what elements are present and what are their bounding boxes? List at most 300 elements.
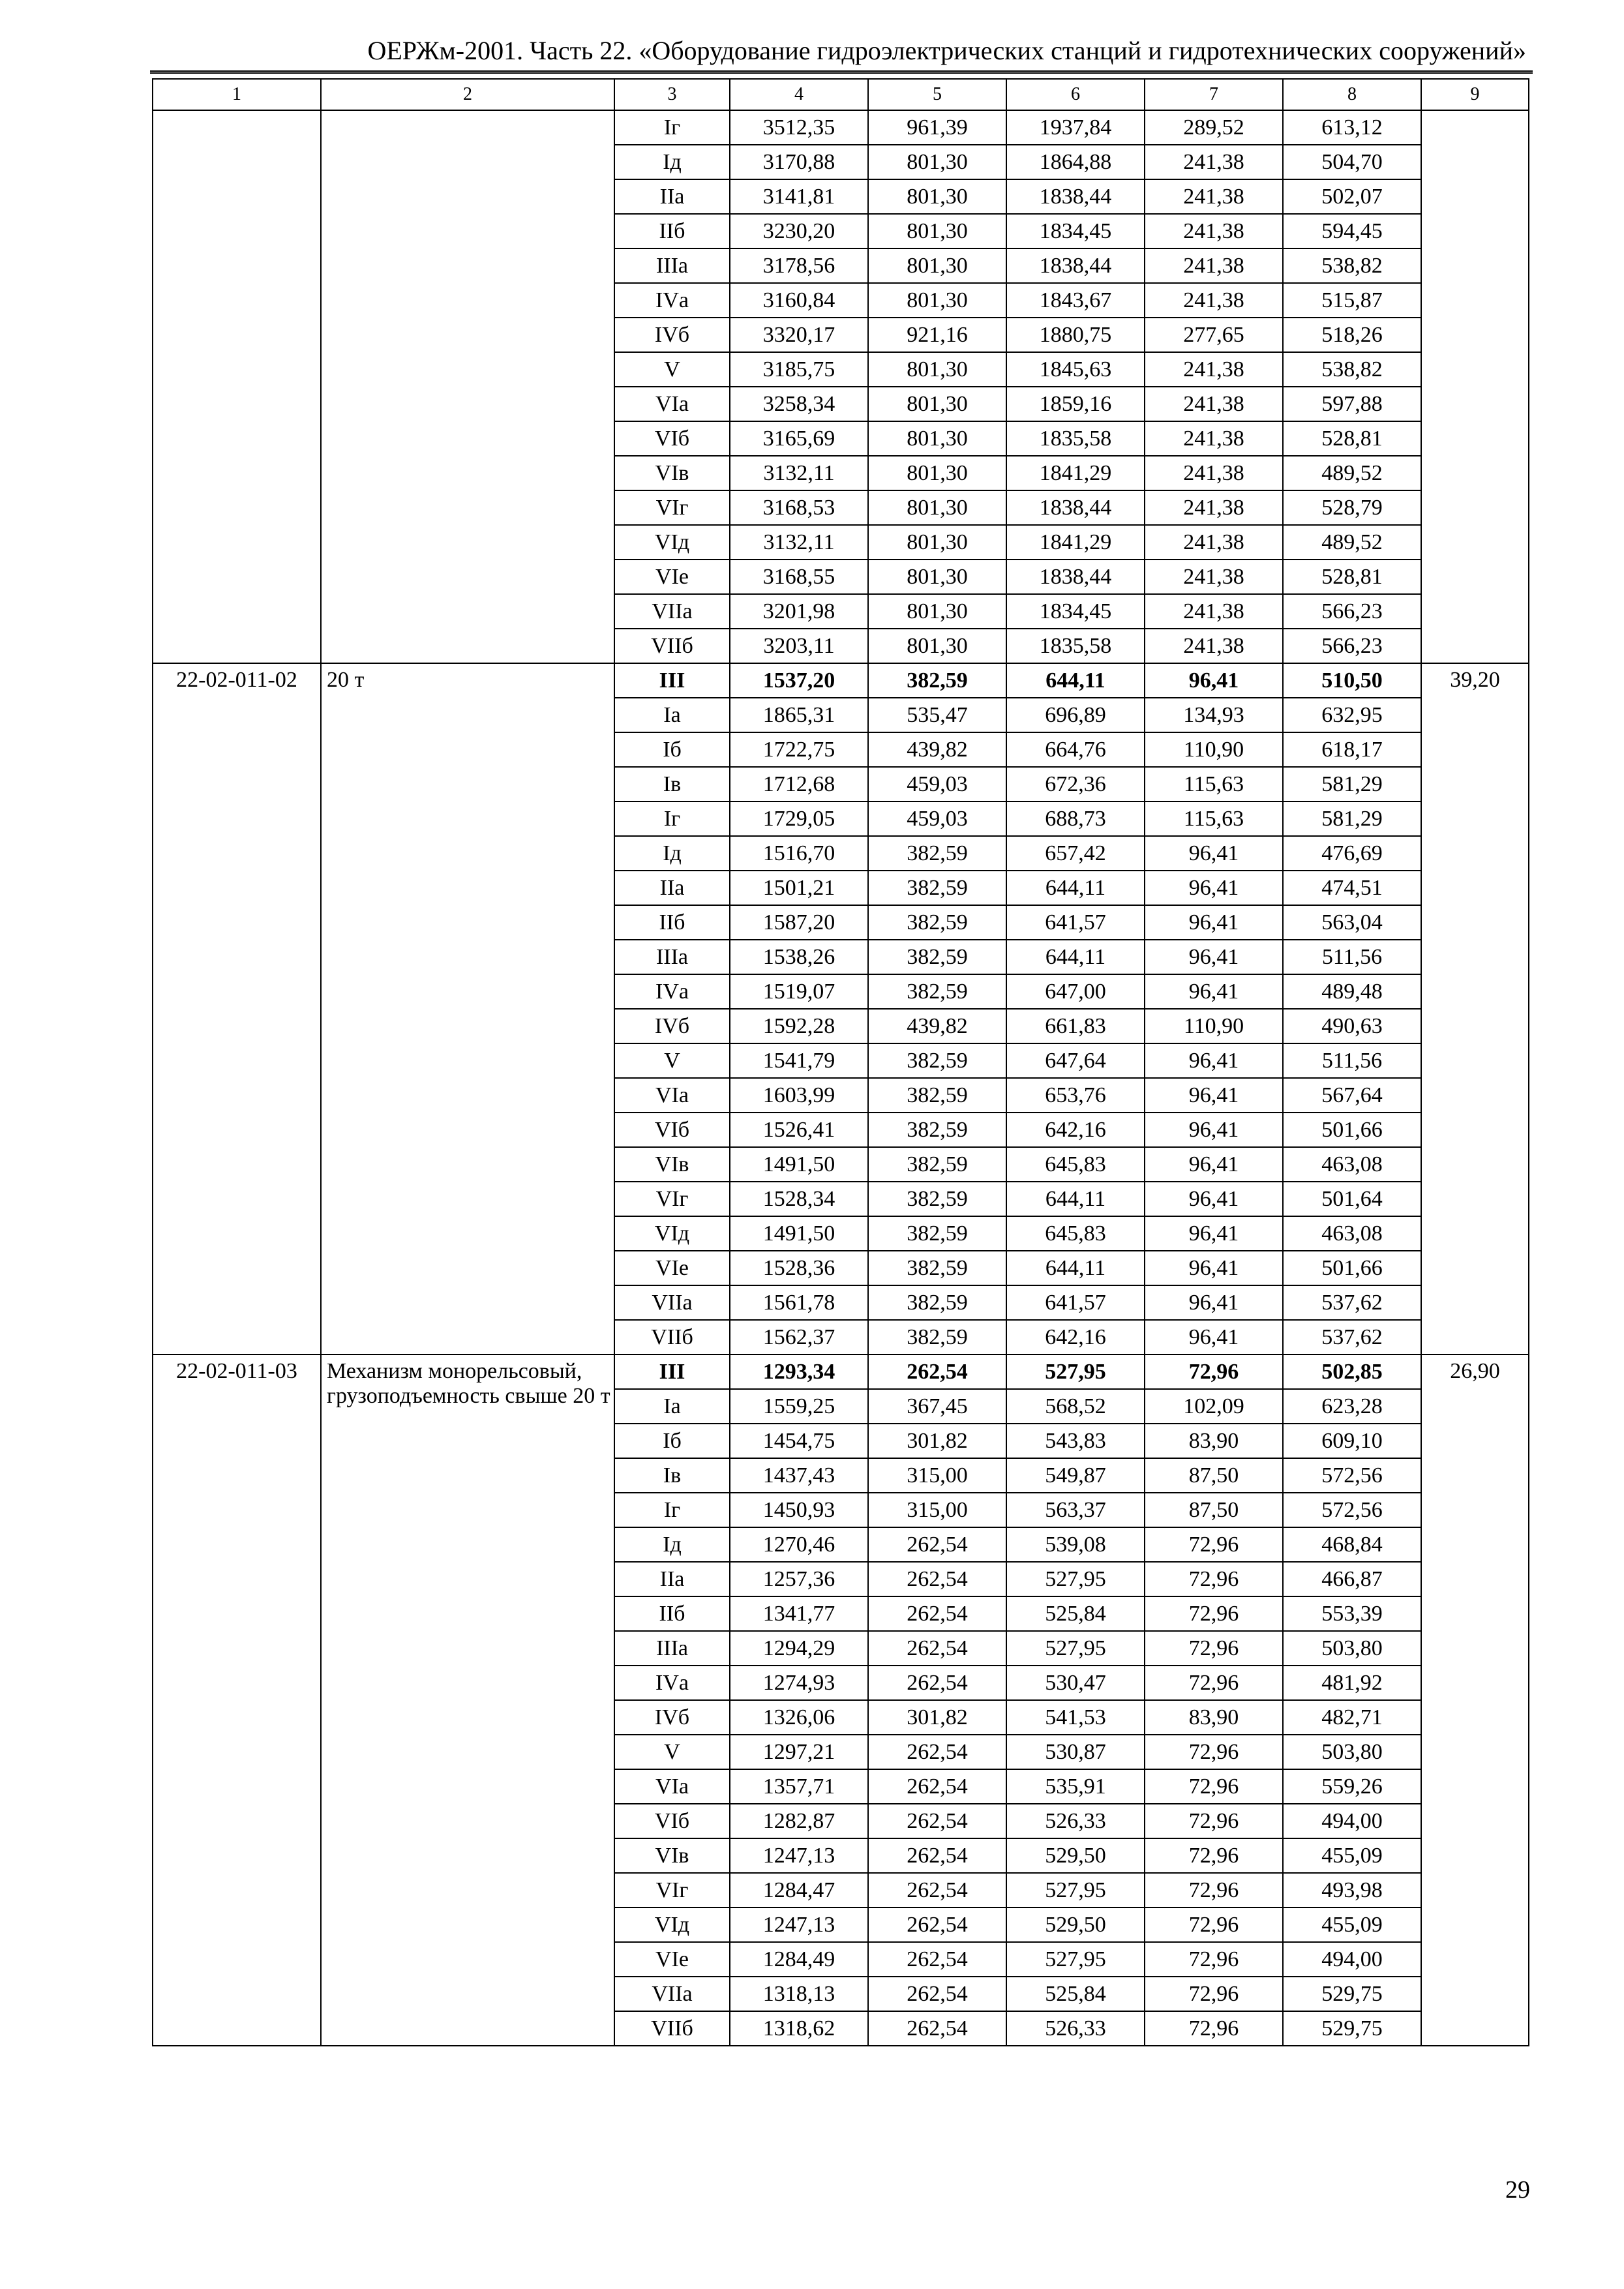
zone-cell: V	[614, 1735, 730, 1769]
value-cell: 1722,75	[730, 732, 868, 767]
value-cell: 277,65	[1145, 318, 1283, 352]
value-cell: 529,75	[1283, 2011, 1421, 2046]
value-cell: 1326,06	[730, 1700, 868, 1735]
value-cell: 382,59	[868, 1078, 1006, 1113]
value-cell: 262,54	[868, 1562, 1006, 1596]
value-cell: 474,51	[1283, 871, 1421, 905]
value-cell: 439,82	[868, 732, 1006, 767]
value-cell: 502,07	[1283, 179, 1421, 214]
value-cell: 262,54	[868, 1527, 1006, 1562]
page-number: 29	[1505, 2176, 1530, 2204]
zone-cell: VIIа	[614, 594, 730, 629]
value-cell: 241,38	[1145, 214, 1283, 248]
value-cell: 466,87	[1283, 1562, 1421, 1596]
value-cell: 526,33	[1006, 2011, 1145, 2046]
value-cell: 801,30	[868, 179, 1006, 214]
value-cell: 647,00	[1006, 974, 1145, 1009]
value-cell: 1247,13	[730, 1908, 868, 1942]
value-cell: 494,00	[1283, 1804, 1421, 1838]
value-cell: 96,41	[1145, 974, 1283, 1009]
zone-cell: Iа	[614, 698, 730, 732]
zone-cell: IIб	[614, 905, 730, 940]
value-cell: 72,96	[1145, 2011, 1283, 2046]
value-cell: 241,38	[1145, 283, 1283, 318]
value-cell: 1835,58	[1006, 421, 1145, 456]
column-number: 4	[730, 79, 868, 110]
value-cell: 672,36	[1006, 767, 1145, 801]
value-cell: 262,54	[868, 1735, 1006, 1769]
value-cell: 241,38	[1145, 352, 1283, 387]
zone-cell: Iб	[614, 1424, 730, 1458]
value-cell: 527,95	[1006, 1562, 1145, 1596]
row-code	[153, 110, 321, 663]
value-cell: 529,75	[1283, 1977, 1421, 2011]
value-cell: 535,91	[1006, 1769, 1145, 1804]
value-cell: 1282,87	[730, 1804, 868, 1838]
zone-cell: IVб	[614, 1009, 730, 1043]
value-cell: 535,47	[868, 698, 1006, 732]
value-cell: 3165,69	[730, 421, 868, 456]
zone-cell: VIIб	[614, 2011, 730, 2046]
zone-cell: III	[614, 663, 730, 698]
value-cell: 504,70	[1283, 145, 1421, 179]
value-cell: 72,96	[1145, 1942, 1283, 1977]
zone-cell: VIб	[614, 1113, 730, 1147]
value-cell: 72,96	[1145, 1562, 1283, 1596]
value-cell: 1284,47	[730, 1873, 868, 1908]
value-cell: 1838,44	[1006, 560, 1145, 594]
value-cell: 572,56	[1283, 1458, 1421, 1493]
zone-cell: IVа	[614, 283, 730, 318]
value-cell: 541,53	[1006, 1700, 1145, 1735]
value-cell: 3203,11	[730, 629, 868, 663]
page-header	[150, 34, 1533, 74]
value-cell: 515,87	[1283, 283, 1421, 318]
zone-cell: VIа	[614, 387, 730, 421]
col9-value: 39,20	[1421, 663, 1529, 1354]
zone-cell: VIв	[614, 1838, 730, 1873]
value-cell: 527,95	[1006, 1942, 1145, 1977]
value-cell: 3230,20	[730, 214, 868, 248]
value-cell: 645,83	[1006, 1216, 1145, 1251]
value-cell: 455,09	[1283, 1838, 1421, 1873]
row-name	[321, 110, 614, 663]
value-cell: 801,30	[868, 525, 1006, 560]
value-cell: 529,50	[1006, 1838, 1145, 1873]
value-cell: 961,39	[868, 110, 1006, 145]
value-cell: 1284,49	[730, 1942, 868, 1977]
value-cell: 115,63	[1145, 801, 1283, 836]
zone-cell: VIIа	[614, 1285, 730, 1320]
value-cell: 1257,36	[730, 1562, 868, 1596]
value-cell: 382,59	[868, 871, 1006, 905]
value-cell: 3258,34	[730, 387, 868, 421]
value-cell: 382,59	[868, 940, 1006, 974]
zone-cell: Iб	[614, 732, 730, 767]
value-cell: 96,41	[1145, 1251, 1283, 1285]
value-cell: 262,54	[868, 1666, 1006, 1700]
value-cell: 688,73	[1006, 801, 1145, 836]
value-cell: 510,50	[1283, 663, 1421, 698]
value-cell: 72,96	[1145, 1804, 1283, 1838]
value-cell: 72,96	[1145, 1596, 1283, 1631]
value-cell: 581,29	[1283, 801, 1421, 836]
value-cell: 482,71	[1283, 1700, 1421, 1735]
value-cell: 72,96	[1145, 1873, 1283, 1908]
value-cell: 262,54	[868, 1804, 1006, 1838]
value-cell: 134,93	[1145, 698, 1283, 732]
value-cell: 1841,29	[1006, 456, 1145, 490]
value-cell: 490,63	[1283, 1009, 1421, 1043]
value-cell: 489,52	[1283, 525, 1421, 560]
value-cell: 468,84	[1283, 1527, 1421, 1562]
value-cell: 537,62	[1283, 1320, 1421, 1354]
row-name: Механизм монорельсовый, грузоподъемность свыше 20 т	[321, 1354, 614, 2046]
value-cell: 1294,29	[730, 1631, 868, 1666]
value-cell: 96,41	[1145, 871, 1283, 905]
value-cell: 289,52	[1145, 110, 1283, 145]
zone-cell: IIб	[614, 214, 730, 248]
value-cell: 644,11	[1006, 663, 1145, 698]
value-cell: 525,84	[1006, 1977, 1145, 2011]
value-cell: 262,54	[868, 1769, 1006, 1804]
value-cell: 110,90	[1145, 1009, 1283, 1043]
zone-cell: IVа	[614, 974, 730, 1009]
zone-cell: VIIб	[614, 629, 730, 663]
value-cell: 530,47	[1006, 1666, 1145, 1700]
value-cell: 1712,68	[730, 767, 868, 801]
value-cell: 72,96	[1145, 1908, 1283, 1942]
value-cell: 1516,70	[730, 836, 868, 871]
value-cell: 618,17	[1283, 732, 1421, 767]
zone-cell: VIд	[614, 1908, 730, 1942]
value-cell: 96,41	[1145, 1147, 1283, 1182]
value-cell: 96,41	[1145, 905, 1283, 940]
zone-cell: VIIа	[614, 1977, 730, 2011]
row-code: 22-02-011-02	[153, 663, 321, 1354]
value-cell: 72,96	[1145, 1631, 1283, 1666]
value-cell: 110,90	[1145, 732, 1283, 767]
zone-cell: Iд	[614, 145, 730, 179]
value-cell: 72,96	[1145, 1527, 1283, 1562]
table-row	[153, 1354, 1529, 1389]
value-cell: 382,59	[868, 1113, 1006, 1147]
value-cell: 262,54	[868, 1838, 1006, 1873]
value-cell: 1491,50	[730, 1147, 868, 1182]
value-cell: 1541,79	[730, 1043, 868, 1078]
value-cell: 501,64	[1283, 1182, 1421, 1216]
table-row	[153, 110, 1529, 145]
value-cell: 463,08	[1283, 1147, 1421, 1182]
value-cell: 1501,21	[730, 871, 868, 905]
value-cell: 1562,37	[730, 1320, 868, 1354]
value-cell: 801,30	[868, 214, 1006, 248]
value-cell: 382,59	[868, 1251, 1006, 1285]
value-cell: 696,89	[1006, 698, 1145, 732]
value-cell: 96,41	[1145, 1216, 1283, 1251]
zone-cell: VIв	[614, 456, 730, 490]
value-cell: 525,84	[1006, 1596, 1145, 1631]
value-cell: 1357,71	[730, 1769, 868, 1804]
value-cell: 1838,44	[1006, 248, 1145, 283]
value-cell: 96,41	[1145, 663, 1283, 698]
value-cell: 1834,45	[1006, 594, 1145, 629]
value-cell: 549,87	[1006, 1458, 1145, 1493]
value-cell: 459,03	[868, 801, 1006, 836]
value-cell: 262,54	[868, 1631, 1006, 1666]
value-cell: 1528,34	[730, 1182, 868, 1216]
table-body	[153, 79, 1529, 2046]
value-cell: 1247,13	[730, 1838, 868, 1873]
value-cell: 1834,45	[1006, 214, 1145, 248]
value-cell: 503,80	[1283, 1631, 1421, 1666]
value-cell: 96,41	[1145, 1320, 1283, 1354]
value-cell: 594,45	[1283, 214, 1421, 248]
value-cell: 367,45	[868, 1389, 1006, 1424]
value-cell: 644,11	[1006, 871, 1145, 905]
value-cell: 96,41	[1145, 1078, 1283, 1113]
value-cell: 543,83	[1006, 1424, 1145, 1458]
value-cell: 1835,58	[1006, 629, 1145, 663]
value-cell: 241,38	[1145, 490, 1283, 525]
value-cell: 1293,34	[730, 1354, 868, 1389]
table-row	[153, 663, 1529, 698]
value-cell: 539,08	[1006, 1527, 1145, 1562]
value-cell: 501,66	[1283, 1251, 1421, 1285]
value-cell: 96,41	[1145, 836, 1283, 871]
zone-cell: VIе	[614, 1942, 730, 1977]
value-cell: 644,11	[1006, 1182, 1145, 1216]
value-cell: 801,30	[868, 456, 1006, 490]
value-cell: 1538,26	[730, 940, 868, 974]
value-cell: 1587,20	[730, 905, 868, 940]
zone-cell: V	[614, 1043, 730, 1078]
value-cell: 1838,44	[1006, 179, 1145, 214]
value-cell: 801,30	[868, 594, 1006, 629]
value-cell: 801,30	[868, 421, 1006, 456]
value-cell: 1592,28	[730, 1009, 868, 1043]
zone-cell: VIа	[614, 1769, 730, 1804]
value-cell: 645,83	[1006, 1147, 1145, 1182]
zone-cell: Iд	[614, 1527, 730, 1562]
col9-value: 26,90	[1421, 1354, 1529, 2046]
value-cell: 1838,44	[1006, 490, 1145, 525]
value-cell: 3141,81	[730, 179, 868, 214]
value-cell: 382,59	[868, 1320, 1006, 1354]
value-cell: 1559,25	[730, 1389, 868, 1424]
zone-cell: Iв	[614, 1458, 730, 1493]
value-cell: 632,95	[1283, 698, 1421, 732]
column-number: 3	[614, 79, 730, 110]
value-cell: 527,95	[1006, 1631, 1145, 1666]
value-cell: 1729,05	[730, 801, 868, 836]
value-cell: 3185,75	[730, 352, 868, 387]
value-cell: 801,30	[868, 560, 1006, 594]
zone-cell: VIб	[614, 421, 730, 456]
value-cell: 1841,29	[1006, 525, 1145, 560]
value-cell: 493,98	[1283, 1873, 1421, 1908]
zone-cell: Iг	[614, 801, 730, 836]
rates-table	[152, 78, 1529, 2046]
value-cell: 382,59	[868, 1043, 1006, 1078]
value-cell: 527,95	[1006, 1354, 1145, 1389]
value-cell: 115,63	[1145, 767, 1283, 801]
value-cell: 3132,11	[730, 525, 868, 560]
value-cell: 96,41	[1145, 940, 1283, 974]
zone-cell: IIIа	[614, 248, 730, 283]
value-cell: 518,26	[1283, 318, 1421, 352]
value-cell: 262,54	[868, 1942, 1006, 1977]
value-cell: 72,96	[1145, 1838, 1283, 1873]
value-cell: 1437,43	[730, 1458, 868, 1493]
value-cell: 382,59	[868, 905, 1006, 940]
value-cell: 641,57	[1006, 905, 1145, 940]
value-cell: 1865,31	[730, 698, 868, 732]
value-cell: 241,38	[1145, 179, 1283, 214]
value-cell: 382,59	[868, 663, 1006, 698]
value-cell: 87,50	[1145, 1493, 1283, 1527]
zone-cell: Iд	[614, 836, 730, 871]
value-cell: 459,03	[868, 767, 1006, 801]
value-cell: 262,54	[868, 2011, 1006, 2046]
zone-cell: VIе	[614, 1251, 730, 1285]
value-cell: 241,38	[1145, 629, 1283, 663]
row-code: 22-02-011-03	[153, 1354, 321, 2046]
value-cell: 262,54	[868, 1596, 1006, 1631]
value-cell: 241,38	[1145, 145, 1283, 179]
value-cell: 1519,07	[730, 974, 868, 1009]
value-cell: 528,81	[1283, 560, 1421, 594]
value-cell: 1561,78	[730, 1285, 868, 1320]
value-cell: 439,82	[868, 1009, 1006, 1043]
value-cell: 3201,98	[730, 594, 868, 629]
value-cell: 647,64	[1006, 1043, 1145, 1078]
value-cell: 382,59	[868, 1216, 1006, 1251]
zone-cell: Iа	[614, 1389, 730, 1424]
value-cell: 1528,36	[730, 1251, 868, 1285]
value-cell: 801,30	[868, 248, 1006, 283]
value-cell: 241,38	[1145, 594, 1283, 629]
value-cell: 1859,16	[1006, 387, 1145, 421]
value-cell: 1270,46	[730, 1527, 868, 1562]
value-cell: 801,30	[868, 283, 1006, 318]
value-cell: 609,10	[1283, 1424, 1421, 1458]
value-cell: 657,42	[1006, 836, 1145, 871]
value-cell: 382,59	[868, 1182, 1006, 1216]
value-cell: 87,50	[1145, 1458, 1283, 1493]
value-cell: 241,38	[1145, 421, 1283, 456]
zone-cell: VIе	[614, 560, 730, 594]
value-cell: 801,30	[868, 629, 1006, 663]
value-cell: 3168,53	[730, 490, 868, 525]
value-cell: 1843,67	[1006, 283, 1145, 318]
value-cell: 1341,77	[730, 1596, 868, 1631]
zone-cell: VIд	[614, 525, 730, 560]
value-cell: 83,90	[1145, 1700, 1283, 1735]
value-cell: 644,11	[1006, 940, 1145, 974]
zone-cell: VIг	[614, 1873, 730, 1908]
zone-cell: IVа	[614, 1666, 730, 1700]
value-cell: 801,30	[868, 352, 1006, 387]
value-cell: 801,30	[868, 490, 1006, 525]
value-cell: 241,38	[1145, 387, 1283, 421]
zone-cell: IIа	[614, 1562, 730, 1596]
value-cell: 3132,11	[730, 456, 868, 490]
zone-cell: VIд	[614, 1216, 730, 1251]
zone-cell: IIIа	[614, 940, 730, 974]
row-name: 20 т	[321, 663, 614, 1354]
value-cell: 642,16	[1006, 1320, 1145, 1354]
value-cell: 528,79	[1283, 490, 1421, 525]
value-cell: 581,29	[1283, 767, 1421, 801]
zone-cell: IIIа	[614, 1631, 730, 1666]
column-number: 9	[1421, 79, 1529, 110]
value-cell: 501,66	[1283, 1113, 1421, 1147]
value-cell: 72,96	[1145, 1666, 1283, 1700]
value-cell: 664,76	[1006, 732, 1145, 767]
value-cell: 1845,63	[1006, 352, 1145, 387]
value-cell: 553,39	[1283, 1596, 1421, 1631]
value-cell: 3168,55	[730, 560, 868, 594]
zone-cell: VIг	[614, 1182, 730, 1216]
value-cell: 262,54	[868, 1908, 1006, 1942]
value-cell: 644,11	[1006, 1251, 1145, 1285]
zone-cell: VIб	[614, 1804, 730, 1838]
value-cell: 566,23	[1283, 594, 1421, 629]
value-cell: 315,00	[868, 1458, 1006, 1493]
value-cell: 559,26	[1283, 1769, 1421, 1804]
value-cell: 3178,56	[730, 248, 868, 283]
value-cell: 489,48	[1283, 974, 1421, 1009]
zone-cell: IIа	[614, 179, 730, 214]
value-cell: 511,56	[1283, 1043, 1421, 1078]
value-cell: 1526,41	[730, 1113, 868, 1147]
value-cell: 1491,50	[730, 1216, 868, 1251]
value-cell: 455,09	[1283, 1908, 1421, 1942]
value-cell: 382,59	[868, 836, 1006, 871]
value-cell: 563,37	[1006, 1493, 1145, 1527]
value-cell: 1318,13	[730, 1977, 868, 2011]
col9-value	[1421, 110, 1529, 663]
value-cell: 262,54	[868, 1873, 1006, 1908]
column-number: 1	[153, 79, 321, 110]
value-cell: 3160,84	[730, 283, 868, 318]
value-cell: 1864,88	[1006, 145, 1145, 179]
value-cell: 83,90	[1145, 1424, 1283, 1458]
value-cell: 566,23	[1283, 629, 1421, 663]
value-cell: 476,69	[1283, 836, 1421, 871]
zone-cell: III	[614, 1354, 730, 1389]
value-cell: 568,52	[1006, 1389, 1145, 1424]
value-cell: 801,30	[868, 387, 1006, 421]
value-cell: 463,08	[1283, 1216, 1421, 1251]
value-cell: 481,92	[1283, 1666, 1421, 1700]
value-cell: 494,00	[1283, 1942, 1421, 1977]
value-cell: 503,80	[1283, 1735, 1421, 1769]
value-cell: 3320,17	[730, 318, 868, 352]
value-cell: 72,96	[1145, 1977, 1283, 2011]
value-cell: 489,52	[1283, 456, 1421, 490]
value-cell: 1937,84	[1006, 110, 1145, 145]
value-cell: 653,76	[1006, 1078, 1145, 1113]
value-cell: 801,30	[868, 145, 1006, 179]
value-cell: 511,56	[1283, 940, 1421, 974]
value-cell: 102,09	[1145, 1389, 1283, 1424]
value-cell: 241,38	[1145, 248, 1283, 283]
value-cell: 301,82	[868, 1700, 1006, 1735]
value-cell: 96,41	[1145, 1182, 1283, 1216]
value-cell: 529,50	[1006, 1908, 1145, 1942]
